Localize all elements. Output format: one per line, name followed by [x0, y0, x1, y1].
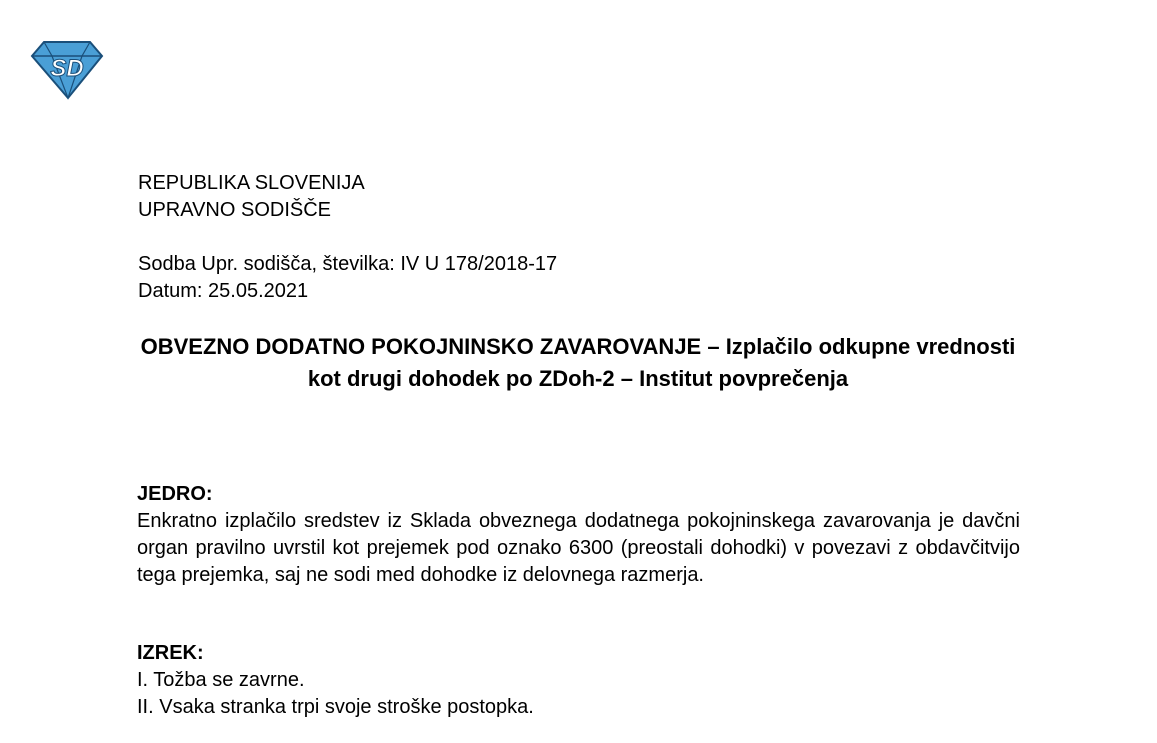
institution-line-1: REPUBLIKA SLOVENIJA: [138, 172, 365, 194]
document-title: OBVEZNO DODATNO POKOJNINSKO ZAVAROVANJE – Izplačilo odkupne vrednosti kot drugi dohodek po ZDoh-2 – Institut povprečenja: [140, 334, 1016, 391]
izrek-item-2: II. Vsaka stranka trpi svoje stroške postopka.: [137, 696, 534, 718]
institution-line-2: UPRAVNO SODIŠČE: [138, 199, 331, 221]
jedro-paragraph: Enkratno izplačilo sredstev iz Sklada obveznega dodatnega pokojninskega zavarovanja je davčni organ pravilno uvrstil kot prejemek pod oznako 6300 (preostali dohodki) v povezavi z obdavčitvijo tega prejemka, saj ne sodi med dohodke iz delovnega razmerja.: [137, 510, 1020, 586]
ruling-date: Datum: 25.05.2021: [138, 280, 309, 302]
svg-text:SD: SD: [50, 55, 84, 82]
diamond-logo-icon: [30, 40, 104, 100]
izrek-heading: IZREK:: [137, 642, 204, 664]
jedro-heading: JEDRO:: [137, 483, 213, 505]
ruling-reference: Sodba Upr. sodišča, številka: IV U 178/2018-17: [138, 253, 558, 275]
court-logo: [30, 40, 104, 100]
izrek-item-1: I. Tožba se zavrne.: [137, 669, 305, 691]
